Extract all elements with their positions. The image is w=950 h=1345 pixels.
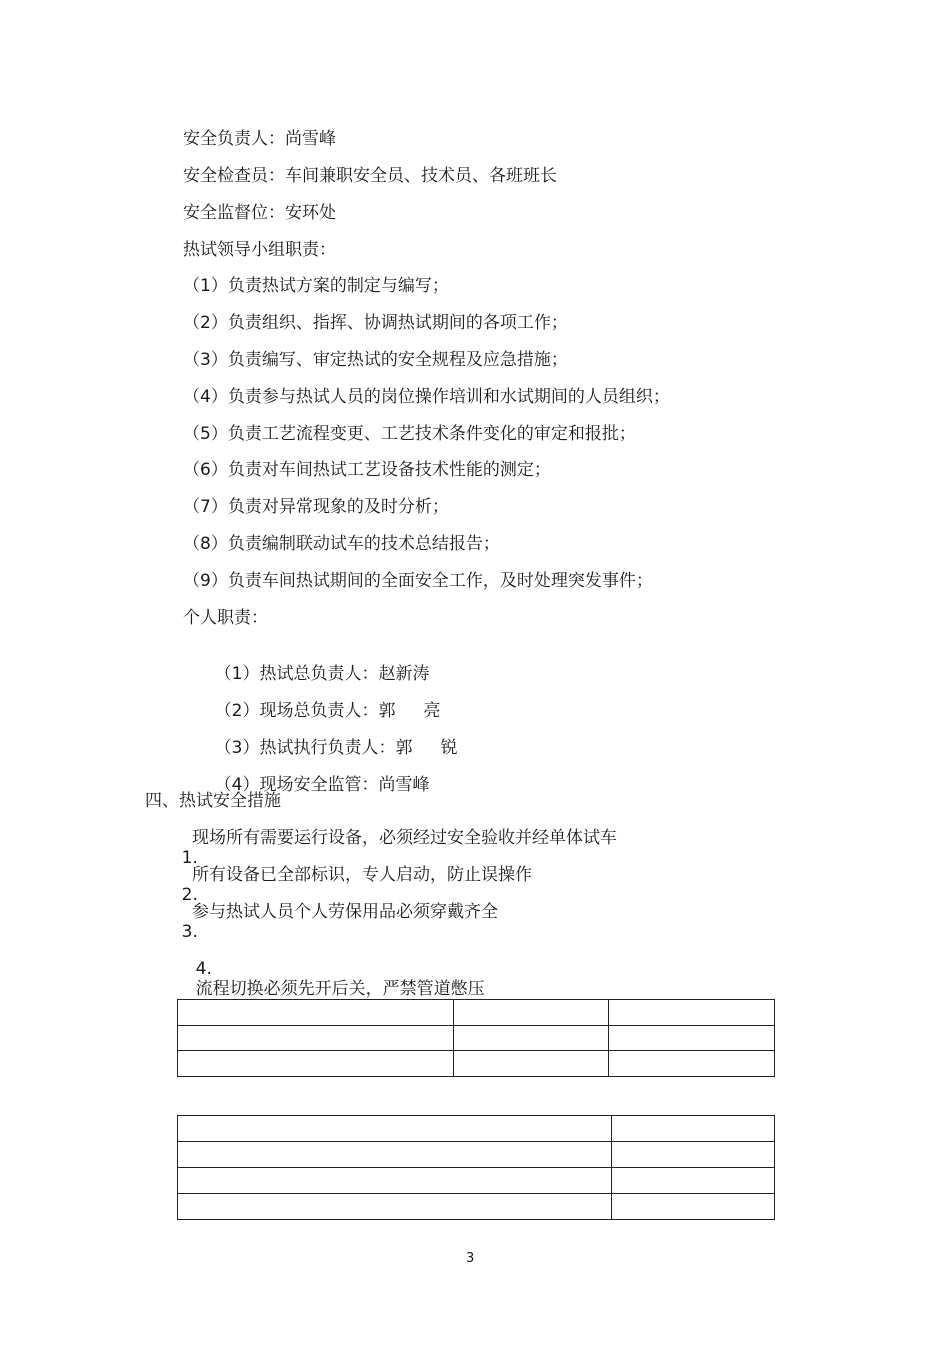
item-number: 4. (195, 959, 212, 979)
empty-table-2 (177, 1115, 775, 1220)
table-cell (609, 1025, 775, 1051)
list-item (174, 939, 485, 999)
table-cell (178, 1051, 454, 1077)
list-item (193, 755, 430, 795)
list-item: （2）负责组织、指挥、协调热试期间的各项工作； (183, 313, 568, 333)
list-item (193, 718, 458, 758)
safety-inspectors-line: 安全检查员：车间兼职安全员、技术员、各班班长 (183, 166, 557, 186)
table-cell (454, 1051, 609, 1077)
item-text: 现场所有需要运行设备，必须经过安全验收并经单体试车 (192, 828, 617, 848)
table-cell (609, 1051, 775, 1077)
list-item: （9）负责车间热试期间的全面安全工作，及时处理突发事件； (183, 571, 653, 591)
list-item: （5）负责工艺流程变更、工艺技术条件变化的审定和报批； (183, 424, 636, 444)
table-row (178, 1025, 775, 1051)
table-cell (612, 1168, 775, 1194)
table-cell (178, 1142, 612, 1168)
table-cell (454, 1000, 609, 1026)
list-item: （6）负责对车间热试工艺设备技术性能的测定； (183, 460, 551, 480)
table-row (178, 1116, 775, 1142)
safety-lead-line: 安全负责人：尚雪峰 (183, 129, 336, 149)
table-row (178, 1142, 775, 1168)
item-text: 流程切换必须先开后关，严禁管道憋压 (195, 979, 485, 999)
safety-supervisor-line: 安全监督位：安环处 (183, 203, 336, 223)
table-row (178, 1168, 775, 1194)
table-cell (178, 1025, 454, 1051)
item-number: 1. (181, 848, 198, 868)
table-cell (454, 1025, 609, 1051)
list-item (193, 681, 441, 721)
duty-text: （1）热试总负责人：赵新涛 (214, 664, 430, 684)
group-duties-title: 热试领导小组职责： (183, 240, 336, 260)
item-text: 所有设备已全部标识，专人启动，防止误操作 (192, 865, 532, 885)
item-text: 参与热试人员个人劳保用品必须穿戴齐全 (192, 902, 498, 922)
personal-duties-title: 个人职责： (183, 608, 268, 628)
table-row (178, 1000, 775, 1026)
duty-name-suffix: 亮 (423, 701, 441, 721)
list-item (193, 644, 430, 684)
item-number: 2. (181, 885, 198, 905)
empty-table-1 (177, 999, 775, 1077)
list-item: （7）负责对异常现象的及时分析； (183, 497, 449, 517)
item-number: 3. (181, 922, 198, 942)
table-cell (178, 1000, 454, 1026)
list-item: （8）负责编制联动试车的技术总结报告； (183, 534, 500, 554)
duty-text: （4）现场安全监管：尚雪峰 (214, 775, 430, 795)
list-item: （1）负责热试方案的制定与编写； (183, 276, 449, 296)
duty-text: （3）热试执行负责人：郭 (214, 738, 413, 758)
list-item: （3）负责编写、审定热试的安全规程及应急措施； (183, 350, 568, 370)
table-row (178, 1194, 775, 1220)
table-cell (612, 1116, 775, 1142)
table-cell (178, 1168, 612, 1194)
table-cell (612, 1194, 775, 1220)
section-four-heading: 四、热试安全措施 (145, 791, 281, 811)
duty-text: （2）现场总负责人：郭 (214, 701, 396, 721)
table-cell (612, 1142, 775, 1168)
table-cell (609, 1000, 775, 1026)
duty-name-suffix: 锐 (440, 738, 458, 758)
table-row (178, 1051, 775, 1077)
table-cell (178, 1194, 612, 1220)
table-cell (178, 1116, 612, 1142)
list-item: （4）负责参与热试人员的岗位操作培训和水试期间的人员组织； (183, 387, 670, 407)
page-number: 3 (466, 1251, 475, 1266)
